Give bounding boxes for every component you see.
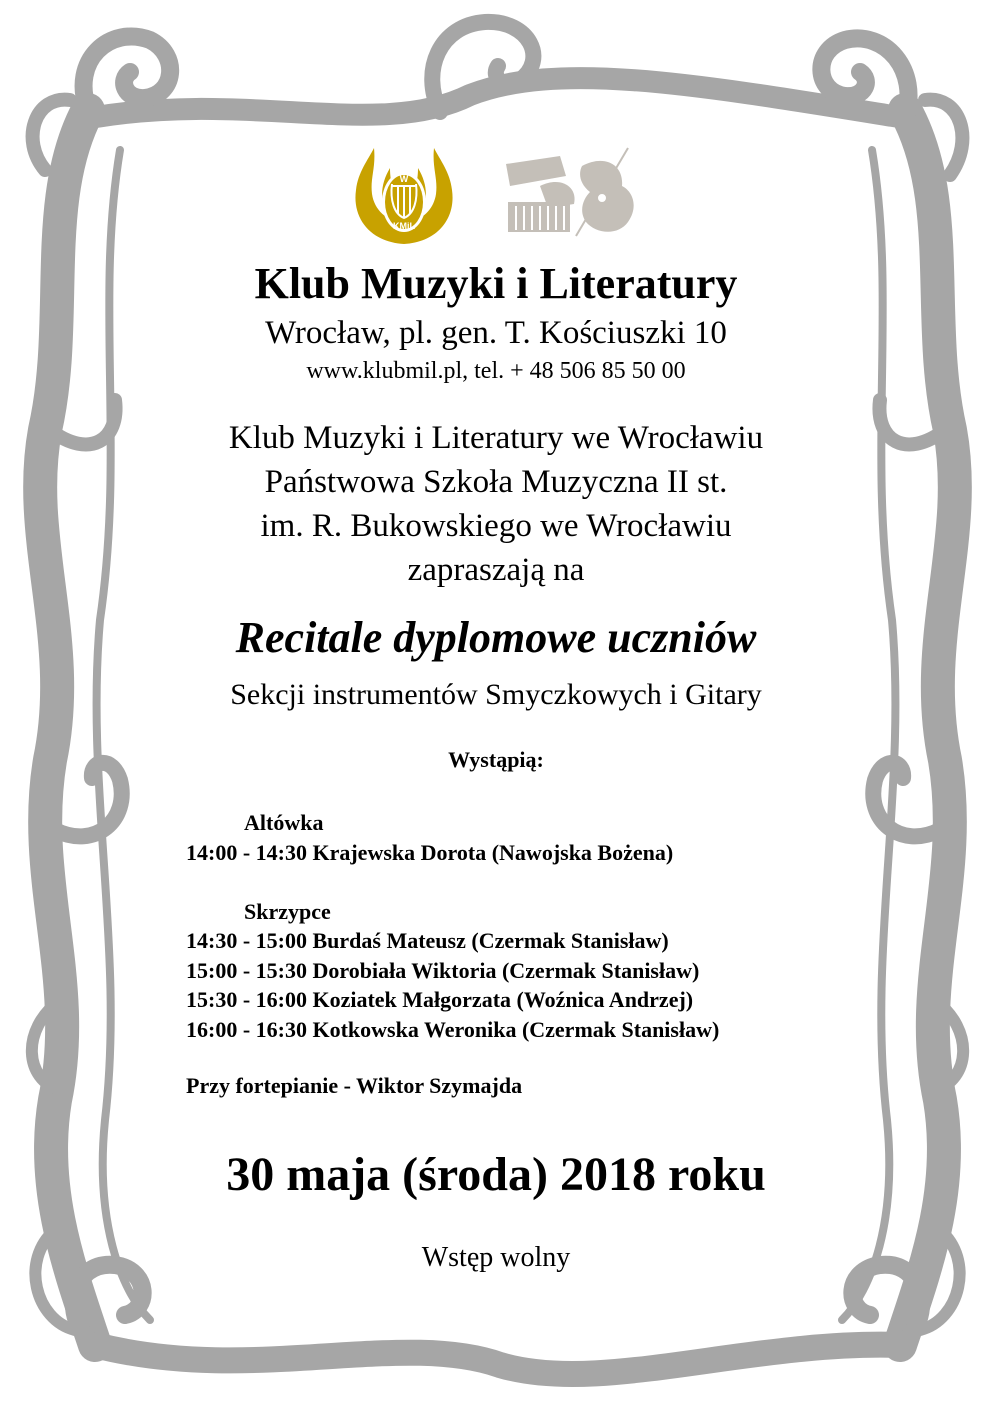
- schedule-slot: 16:00 - 16:30 Kotkowska Weronika (Czermak Stanisław): [186, 1016, 720, 1042]
- schedule: [186, 808, 719, 1101]
- organizer-line: Klub Muzyki i Literatury we Wrocławiu: [228, 420, 764, 456]
- schedule-slot: 15:30 - 16:00 Koziatek Małgorzata (Woźnica Andrzej): [186, 987, 694, 1012]
- schedule-slot: 14:00 - 14:30 Krajewska Dorota (Nawojska Bożena): [186, 839, 674, 865]
- event-subtitle: Sekcji instrumentów Smyczkowych i Gitary: [230, 678, 762, 711]
- instrument-heading: Skrzypce: [244, 898, 331, 924]
- organizers: [0, 416, 992, 592]
- event-date: 30 maja (środa) 2018 roku: [226, 1148, 766, 1201]
- spacer: [186, 867, 719, 897]
- schedule-slot: 14:30 - 15:00 Burdaś Mateusz (Czermak Stanisław): [186, 928, 669, 953]
- organizer-line: Państwowa Szkoła Muzyczna II st.: [264, 464, 728, 500]
- event-title: Recitale dyplomowe uczniów: [235, 613, 757, 662]
- entry-info: Wstęp wolny: [421, 1242, 571, 1273]
- club-contact: www.klubmil.pl, tel. + 48 506 85 50 00: [306, 358, 686, 384]
- schedule-slot: 15:00 - 15:30 Dorobiała Wiktoria (Czermak Stanisław): [186, 957, 700, 983]
- performers-heading: Wystąpią:: [448, 747, 544, 772]
- kmil-letter: W: [399, 174, 409, 184]
- lyre-flame-logo: [350, 138, 458, 246]
- instruments-logo: [500, 146, 642, 238]
- invite-line: zapraszają na: [407, 552, 585, 588]
- kmil-logo-text: KMiL: [393, 221, 415, 231]
- organizer-line: im. R. Bukowskiego we Wrocławiu: [260, 508, 732, 544]
- pianist-line: Przy fortepianie - Wiktor Szymajda: [186, 1073, 523, 1098]
- club-address: Wrocław, pl. gen. T. Kościuszki 10: [265, 315, 727, 351]
- instrument-heading: Altówka: [244, 810, 324, 835]
- club-name: Klub Muzyki i Literatury: [254, 259, 738, 308]
